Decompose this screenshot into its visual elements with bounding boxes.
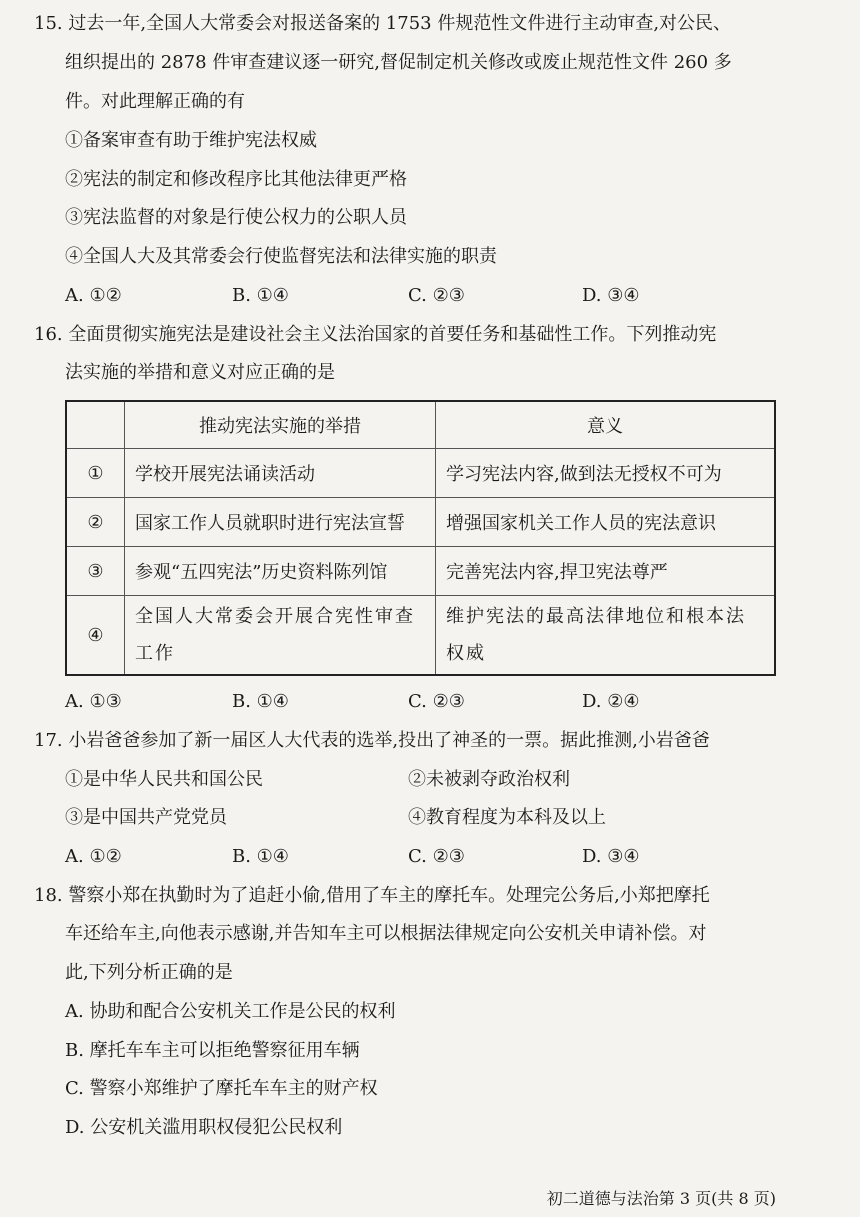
q18-choice-c: C. 警察小郑维护了摩托车车主的财产权 (65, 1078, 378, 1099)
table-row (66, 498, 775, 547)
table-row-index: ① (66, 449, 125, 498)
table-row-index: ③ (66, 547, 125, 596)
q16-option-c: C. ②③ (408, 691, 465, 712)
table-row-index: ④ (66, 596, 125, 676)
table-header-row (66, 401, 775, 449)
table-row-measure: 学校开展宪法诵读活动 (125, 449, 436, 498)
q16-stem-line-1: 16. 全面贯彻实施宪法是建设社会主义法治国家的首要任务和基础性工作。下列推动宪 (34, 324, 717, 345)
q17-statement-4: ④教育程度为本科及以上 (408, 807, 606, 828)
q18-choice-d: D. 公安机关滥用职权侵犯公民权利 (65, 1117, 343, 1138)
q16-option-a: A. ①③ (65, 691, 122, 712)
q15-option-a: A. ①② (65, 285, 122, 306)
q15-statement-2: ②宪法的制定和修改程序比其他法律更严格 (65, 169, 407, 190)
table-row-measure: 全国人大常委会开展合宪性审查工作 (125, 596, 436, 676)
q15-option-b: B. ①④ (232, 285, 289, 306)
table-row-meaning: 维护宪法的最高法律地位和根本法权威 (436, 596, 776, 676)
q17-statement-3: ③是中国共产党党员 (65, 807, 227, 828)
q17-statement-1: ①是中华人民共和国公民 (65, 769, 263, 790)
q17-statement-2: ②未被剥夺政治权利 (408, 769, 570, 790)
q18-choice-b: B. 摩托车车主可以拒绝警察征用车辆 (65, 1040, 360, 1061)
q17-option-b: B. ①④ (232, 846, 289, 867)
table-row-measure: 国家工作人员就职时进行宪法宣誓 (125, 498, 436, 547)
q15-stem-line-2: 组织提出的 2878 件审查建议逐一研究,督促制定机关修改或废止规范性文件 260 多 (65, 52, 732, 73)
q18-stem-line-2: 车还给车主,向他表示感谢,并告知车主可以根据法律规定向公安机关申请补偿。对 (65, 923, 707, 944)
table-row-meaning: 学习宪法内容,做到法无授权不可为 (436, 449, 776, 498)
q15-stem-line-3: 件。对此理解正确的有 (65, 91, 245, 112)
q15-statement-3: ③宪法监督的对象是行使公权力的公职人员 (65, 207, 407, 228)
q18-stem-line-3: 此,下列分析正确的是 (65, 962, 233, 983)
q16-option-b: B. ①④ (232, 691, 289, 712)
q15-stem-line-1: 15. 过去一年,全国人大常委会对报送备案的 1753 件规范性文件进行主动审查,对公民、 (34, 13, 732, 34)
table-header-meaning: 意义 (436, 401, 776, 449)
table-header-measure: 推动宪法实施的举措 (125, 401, 436, 449)
q15-statement-4: ④全国人大及其常委会行使监督宪法和法律实施的职责 (65, 246, 497, 267)
q15-statement-1: ①备案审查有助于维护宪法权威 (65, 130, 317, 151)
q18-choice-a: A. 协助和配合公安机关工作是公民的权利 (65, 1001, 396, 1022)
q15-option-c: C. ②③ (408, 285, 465, 306)
q16-stem-line-2: 法实施的举措和意义对应正确的是 (65, 362, 335, 383)
q17-option-d: D. ③④ (582, 846, 640, 867)
table-row (66, 596, 775, 676)
q17-option-a: A. ①② (65, 846, 122, 867)
q18-stem-line-1: 18. 警察小郑在执勤时为了追赶小偷,借用了车主的摩托车。处理完公务后,小郑把摩托 (34, 885, 710, 906)
table-row-index: ② (66, 498, 125, 547)
table-header-index (66, 401, 125, 449)
table-row-meaning: 增强国家机关工作人员的宪法意识 (436, 498, 776, 547)
table-row-measure: 参观“五四宪法”历史资料陈列馆 (125, 547, 436, 596)
table-row (66, 449, 775, 498)
q16-option-d: D. ②④ (582, 691, 640, 712)
q17-stem-line-1: 17. 小岩爸爸参加了新一届区人大代表的选举,投出了神圣的一票。据此推测,小岩爸爸 (34, 730, 710, 751)
q15-option-d: D. ③④ (582, 285, 640, 306)
table-row (66, 547, 775, 596)
q17-option-c: C. ②③ (408, 846, 465, 867)
table-row-meaning: 完善宪法内容,捍卫宪法尊严 (436, 547, 776, 596)
page-footer: 初二道德与法治第 3 页(共 8 页) (546, 1189, 776, 1208)
q16-table (65, 400, 776, 676)
